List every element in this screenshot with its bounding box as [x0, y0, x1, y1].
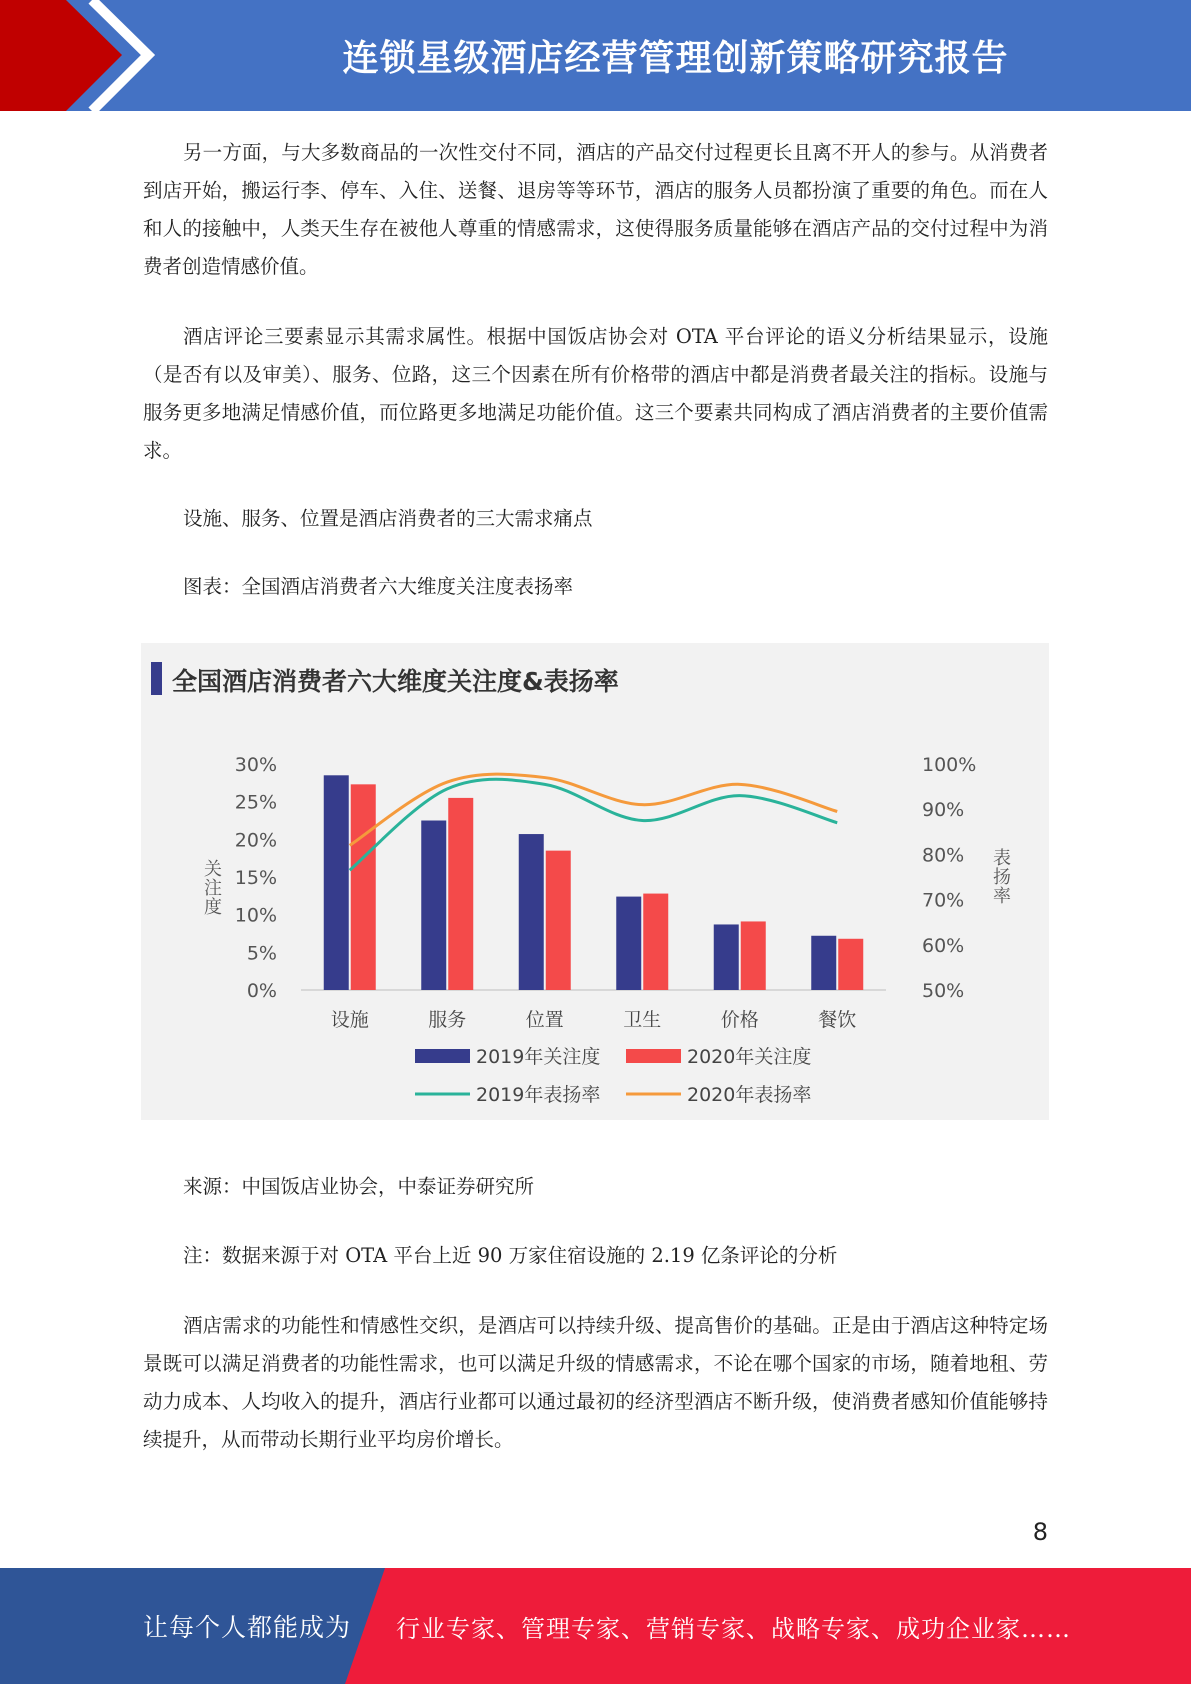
y-left-axis-title: 关 — [204, 859, 222, 880]
bar-2019年关注度-设施 — [324, 775, 349, 990]
x-category-label: 设施 — [330, 1009, 369, 1031]
chart-svg — [141, 643, 1049, 1120]
bar-2019年关注度-卫生 — [616, 897, 641, 990]
figure-caption: 图表：全国酒店消费者六大维度关注度表扬率 — [183, 575, 574, 598]
y-left-tick-label: 10% — [234, 904, 277, 927]
x-category-label: 位置 — [525, 1009, 564, 1031]
page-header — [0, 0, 1191, 111]
legend-label: 2019年表扬率 — [476, 1084, 601, 1106]
bar-2020年关注度-位置 — [546, 851, 571, 990]
legend-swatch — [626, 1049, 681, 1063]
y-right-axis-title: 表 — [993, 848, 1011, 869]
y-left-tick-label: 25% — [234, 791, 277, 814]
y-right-tick-label: 60% — [922, 934, 965, 957]
legend-label: 2019年关注度 — [476, 1046, 601, 1068]
bar-2019年关注度-服务 — [421, 821, 446, 991]
legend-label: 2020年表扬率 — [687, 1084, 812, 1106]
bar-2020年关注度-服务 — [448, 798, 473, 990]
y-left-tick-label: 20% — [234, 829, 277, 852]
y-right-tick-label: 100% — [922, 754, 977, 776]
legend-label: 2020年关注度 — [687, 1046, 812, 1068]
paragraph-service-value: 另一方面，与大多数商品的一次性交付不同，酒店的产品交付过程更长且离不开人的参与。从消费者到店开始，搬运行李、停车、入住、送餐、退房等等环节，酒店的服务人员都扮演了重要的角色。而在人和人的接触中，人类天生存在被他人尊重的情感需求，这使得服务质量能够在酒店产品的交付过程中为消费者创造情感价值。 — [143, 141, 1048, 278]
y-right-axis-title: 率 — [993, 886, 1011, 907]
bar-2020年关注度-价格 — [741, 921, 766, 990]
legend-swatch — [415, 1049, 470, 1063]
bar-2020年关注度-设施 — [351, 784, 376, 990]
y-right-tick-label: 90% — [922, 799, 965, 822]
bar-2019年关注度-位置 — [519, 834, 544, 990]
bar-2020年关注度-餐饮 — [838, 939, 863, 990]
y-left-tick-label: 5% — [246, 942, 277, 965]
y-right-tick-label: 80% — [922, 844, 965, 867]
x-category-label: 服务 — [428, 1009, 467, 1031]
footer-slogan-right: 行业专家、管理专家、营销专家、战略专家、成功企业家…… — [396, 1614, 1071, 1643]
bar-2019年关注度-价格 — [714, 924, 739, 990]
x-category-label: 价格 — [720, 1009, 759, 1031]
y-right-tick-label: 50% — [922, 980, 965, 1002]
report-title: 连锁星级酒店经营管理创新策略研究报告 — [342, 38, 1009, 79]
y-left-axis-title: 度 — [204, 897, 222, 918]
y-left-tick-label: 30% — [234, 754, 277, 776]
chart-note: 注：数据来源于对 OTA 平台上近 90 万家住宿设施的 2.19 亿条评论的分析 — [183, 1244, 838, 1267]
y-left-axis-title: 注 — [204, 878, 222, 899]
chart-title-marker — [151, 662, 162, 695]
x-category-label: 餐饮 — [818, 1009, 857, 1031]
y-left-tick-label: 0% — [246, 980, 277, 1002]
chart-source: 来源：中国饭店业协会，中泰证券研究所 — [183, 1175, 535, 1198]
bar-2019年关注度-餐饮 — [811, 936, 836, 990]
paragraph-review-elements: 酒店评论三要素显示其需求属性。根据中国饭店协会对 OTA 平台评论的语义分析结果显示，设施（是否有以及审美）、服务、位路，这三个因素在所有价格带的酒店中都是消费者最关注的指标。设施与服务更多地满足情感价值，而位路更多地满足功能价值。这三个要素共同构成了酒店消费者的主要价值需求。 — [143, 325, 1048, 462]
key-point-line: 设施、服务、位置是酒店消费者的三大需求痛点 — [183, 507, 593, 530]
page-number: 8 — [1032, 1518, 1048, 1546]
y-left-tick-label: 15% — [234, 867, 277, 889]
page-footer — [0, 1568, 1191, 1684]
chart-title: 全国酒店消费者六大维度关注度&表扬率 — [172, 667, 619, 696]
y-right-axis-title: 扬 — [993, 867, 1011, 888]
paragraph-demand-upgrade: 酒店需求的功能性和情感性交织，是酒店可以持续升级、提高售价的基础。正是由于酒店这种特定场景既可以满足消费者的功能性需求，也可以满足升级的情感需求，不论在哪个国家的市场，随着地租、劳动力成本、人均收入的提升，酒店行业都可以通过最初的经济型酒店不断升级，使消费者感知价值能够持续提升，从而带动长期行业平均房价增长。 — [143, 1314, 1048, 1451]
y-right-tick-label: 70% — [922, 889, 965, 912]
footer-slogan-left: 让每个人都能成为 — [143, 1613, 352, 1642]
bar-2020年关注度-卫生 — [643, 894, 668, 990]
x-category-label: 卫生 — [623, 1009, 662, 1031]
chart-container — [141, 643, 1049, 1120]
